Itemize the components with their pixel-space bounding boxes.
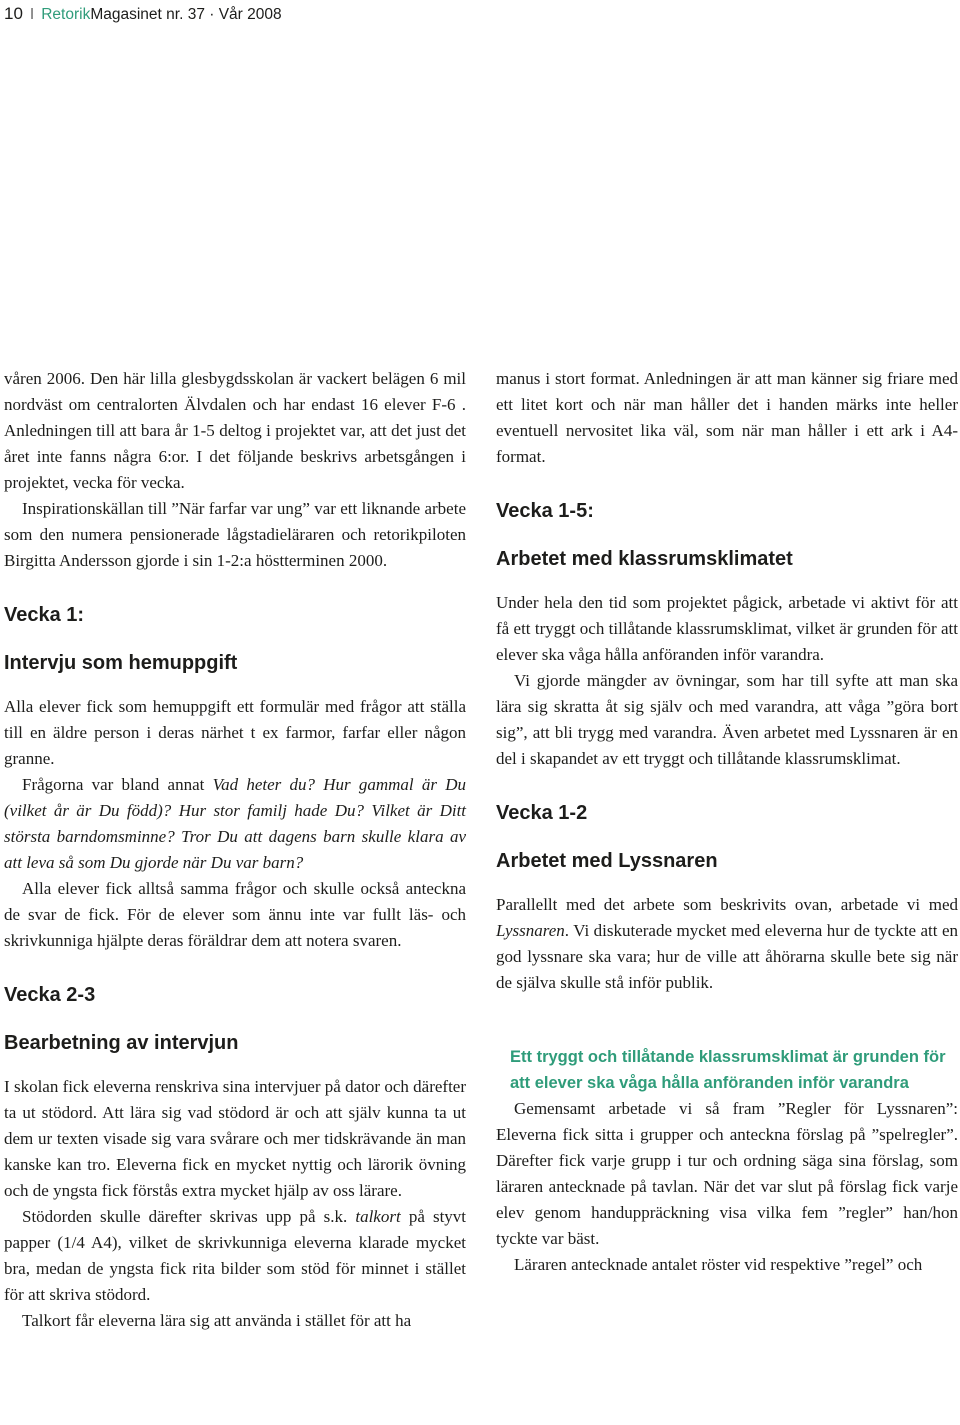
intro-paragraph: våren 2006. Den här lilla glesbygdsskolan är vackert belägen 6 mil nordväst om centralorten Älvdalen och har endast 16 elever F-6 . Anledningen till att bara år 1-5 deltog i projektet var, att det just det året inte fanns några 6:or. I det följande beskrivs arbetsgången i projektet, vecka för vecka. — [4, 369, 466, 492]
question-today: Tror Du att dagens barn skulle klara av att leva så som Du gjorde när Du var barn? — [4, 827, 466, 872]
left-column — [4, 366, 466, 1334]
listener-rest: . Vi diskuterade mycket med eleverna hur de tyckte att en god lyssnare ska vara; hur de ville att åhörarna skulle bete sig när de själva skulle stå inför publik. — [496, 921, 958, 992]
page-header — [4, 2, 282, 26]
manus-paragraph: manus i stort format. Anledningen är att man känner sig friare med ett litet kort och när man håller det i handen märks inte heller eventuell nervositet lika väl, som när man håller i ett ark i A4-format. — [496, 369, 958, 466]
inspiration-paragraph: Inspirationskällan till ”När farfar var ung” var ett liknande arbete som den numera pensionerade lågstadieläraren och retorikpiloten Birgitta Andersson gjorde i sin 1-2:a höstterminen 2000. — [4, 499, 466, 570]
talkort-lead: Stödorden skulle därefter skrivas upp på s.k. — [22, 1207, 348, 1226]
pull-quote: Ett tryggt och tillåtande klassrumsklimat är grunden för att elever ska våga hålla anföranden inför varandra — [510, 1048, 946, 1092]
right-column — [496, 366, 958, 1278]
transcribe-paragraph: I skolan fick eleverna renskriva sina intervjuer på dator och därefter ta ut stödord. Att lära sig vad stödord är och att själv kunna ta ut dem ur texten visade sig vara svårare och mer tidskrävande än man kanske kan tro. Eleverna fick en mycket nyttig och lärorik övning och de yngsta fick förstås extra mycket hjälp av oss lärare. — [4, 1077, 466, 1200]
climate-paragraph: Under hela den tid som projektet pågick, arbetade vi aktivt för att få ett tryggt och tillåtande klassrumsklimat, vilket är grunden för att elever ska våga hålla anföranden inför varandra. — [496, 593, 958, 664]
page-number: 10 — [4, 4, 23, 23]
listener-term: Lyssnaren — [496, 921, 565, 940]
homework-paragraph: Alla elever fick som hemuppgift ett formulär med frågor att ställa till en äldre person i deras närhet t ex farmor, farfar eller någon granne. — [4, 697, 466, 768]
exercises-paragraph: Vi gjorde mängder av övningar, som har till syfte att man ska lära sig skratta åt sig själv och med varandra, att våga ”göra bort sig”, att bli trygg med varandra. Även arbetet med Lyssnaren är en del i skapandet av ett tryggt och tillåtande klassrumsklimat. — [496, 671, 958, 768]
magazine-issue: Magasinet nr. 37 · Vår 2008 — [90, 6, 282, 23]
magazine-brand: Retorik — [41, 6, 91, 23]
week-1-2-subheading: Arbetet med Lyssnaren — [496, 850, 718, 872]
questions-paragraph — [4, 772, 466, 876]
week-1-heading: Vecka 1: — [4, 604, 85, 626]
header-separator: I — [29, 6, 35, 23]
votes-paragraph: Läraren antecknade antalet röster vid respektive ”regel” och — [514, 1255, 923, 1274]
rules-paragraph: Gemensamt arbetade vi så fram ”Regler för Lyssnaren”: Eleverna fick sitta i grupper och anteckna förslag på ”spelregler”. Därefter fick varje grupp i tur och ordning säga sina förslag, som läraren antecknade på tavlan. När det var slut på förslag fick varje elev genom handuppräckning visa vilka fem ”regler” han/hon tyckte var bäst. — [496, 1099, 958, 1248]
questions-lead: Frågorna var bland annat — [22, 775, 205, 794]
week-1-5-heading: Vecka 1-5: — [496, 500, 594, 522]
week-1-5-subheading: Arbetet med klassrumsklimatet — [496, 548, 793, 570]
talkort-paragraph — [4, 1204, 466, 1308]
talkort-rest: på styvt papper (1/4 A4), vilket de skrivkunniga eleverna klarade mycket bra, medan de yngsta fick rita bilder som stöd för minnet i stället för att skriva stödord. — [4, 1207, 467, 1304]
listener-paragraph — [496, 892, 958, 996]
week-1-2-heading: Vecka 1-2 — [496, 802, 588, 824]
week-1-subheading: Intervju som hemuppgift — [4, 652, 238, 674]
week-2-3-subheading: Bearbetning av intervjun — [4, 1032, 239, 1054]
question-family: Hur stor familj hade Du? — [178, 801, 364, 820]
question-memory: Vilket är Ditt största barndomsminne? — [4, 801, 467, 846]
talkort-term: talkort — [355, 1207, 401, 1226]
listener-lead: Parallellt med det arbete som beskrivits ovan, arbetade vi med — [496, 895, 958, 914]
answers-paragraph: Alla elever fick alltså samma frågor och skulle också anteckna de svar de fick. För de elever som ännu inte var fullt läs- och skrivkunniga hjälpte deras föräldrar dem att notera svaren. — [4, 879, 466, 950]
question-age: Hur gammal är Du (vilket år är Du född)? — [4, 775, 466, 820]
talkort-usage-paragraph: Talkort får eleverna lära sig att använda i stället för att ha — [22, 1311, 412, 1330]
week-2-3-heading: Vecka 2-3 — [4, 984, 96, 1006]
question-name: Vad heter du? — [212, 775, 315, 794]
